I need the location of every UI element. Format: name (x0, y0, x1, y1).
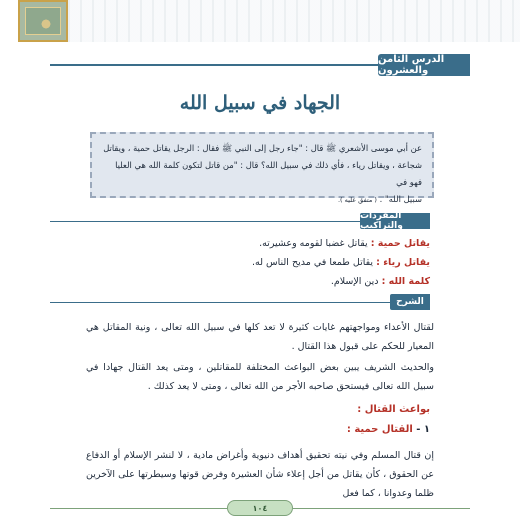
hadith-text-1c: فقال : الرجل يقاتل حمية ، ويقاتل (103, 143, 220, 153)
lesson-rule (50, 64, 378, 66)
vocab-item (190, 234, 430, 253)
motive-number: ١ - (416, 424, 430, 435)
vocab-meaning: يقاتل غضبا لقومه وعشيرته. (259, 238, 368, 249)
honorific-icon: ﷺ (326, 143, 337, 153)
vocab-term: يقاتل رياء : (376, 257, 430, 268)
explanation-para-1: لقتال الأعداء ومواجهتهم غايات كثيرة لا تعد كلها في سبيل الله تعالى ، ونية المقاتل هي المعيار للحكم على قبول هذا القتال . (86, 322, 434, 352)
hadith-line-3 (102, 191, 422, 209)
hadith-narrator: عن أبي موسى الأشعري (338, 143, 422, 153)
vocab-item (190, 272, 430, 291)
vocab-item (190, 253, 430, 272)
explanation-para-2: والحديث الشريف يبين بعض البواعث المختلفة للمقاتلين ، ومتى يعد القتال جهادا في سبيل الله تعالى فيستحق صاحبه الأجر من الله تعالى ، ومتى لا يعد كذلك . (86, 362, 434, 392)
vocab-term: كلمة الله : (381, 276, 430, 287)
hadith-source: ( متفق عليه ). (337, 196, 377, 204)
header-pattern (68, 0, 520, 42)
hadith-text-3a: سبيل الله" . (379, 194, 422, 204)
hadith-box (90, 132, 434, 204)
page-number: ١٠٤ (227, 500, 293, 516)
vocab-meaning: دين الإسلام. (330, 276, 379, 287)
vocab-label: المفردات والتراكيب (360, 213, 430, 229)
explanation-para-3: إن قتال المسلم وفي نيته تحقيق أهداف دنيوية وأغراض مادية ، لا لنشر الإسلام أو الدفاع عن الحقوق ، كأن يقاتل من أجل إعلاء شأن العشيرة وفرض قوتها وسيطرتها على الآخرين ظلما وعدوانا ، كما فعل (86, 450, 434, 499)
hadith-line-1 (102, 140, 422, 157)
vocab-term: يقاتل حمية : (370, 238, 430, 249)
hadith-text-1b: قال : "جاء رجل إلى النبي (234, 143, 324, 153)
hadith-line-2: شجاعة ، ويقاتل رياء ، فأي ذلك في سبيل الله؟ قال : "من قاتل لتكون كلمة الله هي العليا فهو في (115, 160, 422, 187)
motive-item-1 (347, 424, 430, 435)
footer-rule-left (50, 508, 227, 509)
vocab-list (190, 234, 430, 291)
page-title: الجهاد في سبيل الله (179, 92, 341, 114)
motive-title: القتال حمية : (346, 424, 413, 435)
motives-heading: بواعث القتال : (357, 404, 430, 415)
footer-rule-right (293, 508, 470, 509)
lesson-label: الدرس الثامن والعشرون (378, 54, 470, 76)
ornament-corner-inner (25, 7, 61, 35)
explanation-rule (50, 302, 390, 303)
vocab-meaning: يقاتل طمعا في مديح الناس له. (252, 257, 374, 268)
vocab-rule (50, 221, 360, 222)
prophet-honorific-icon: ﷺ (221, 143, 233, 153)
ornament-corner (18, 0, 68, 42)
explanation-label: الشرح (390, 294, 430, 310)
